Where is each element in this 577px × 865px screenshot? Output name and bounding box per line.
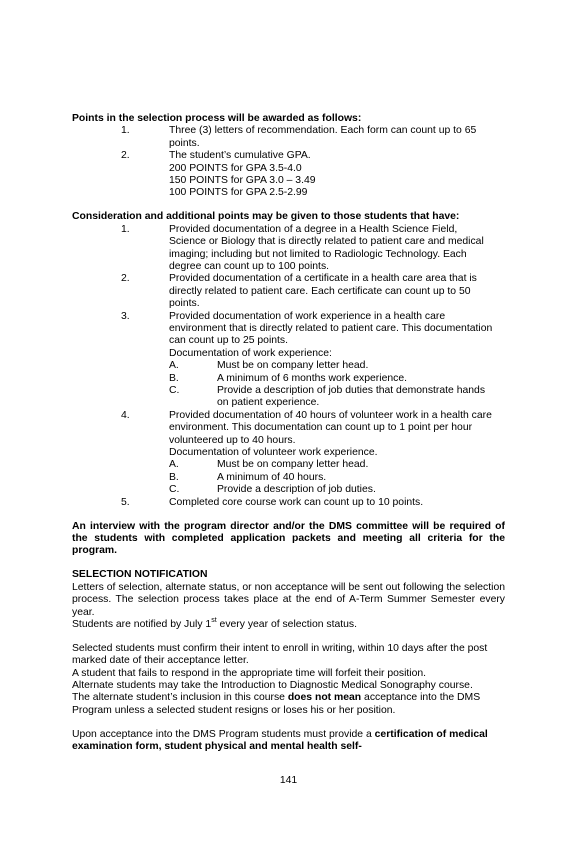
sub-letter: B. — [169, 471, 179, 483]
inclusion-emphasis: does not mean — [287, 692, 362, 704]
acceptance-paragraph — [72, 729, 505, 754]
inclusion-text: The alternate student’s inclusion in this course — [72, 692, 288, 704]
item-line: Science or Biology that is directly related to patient care and medical — [169, 236, 484, 248]
sub-item-c — [72, 385, 505, 410]
item-line: 150 POINTS for GPA 3.0 – 3.49 — [169, 175, 316, 187]
item-line: Provided documentation of a certificate in a health care area that is — [169, 273, 477, 285]
notification-date-line — [72, 616, 505, 631]
interview-paragraph: An interview with the program director and/or the DMS committee will be required of the students with completed application packets and meeting all criteria for the program. — [72, 520, 505, 557]
forfeit-line: A student that fails to respond in the appropriate time will forfeit their position. — [72, 667, 427, 679]
acceptance-text: Upon acceptance into the DMS Program students must provide a — [72, 728, 375, 740]
item-line: environment. This documentation can count up to 1 point per hour — [169, 422, 473, 434]
sub-line: Provide a description of job duties. — [217, 484, 376, 496]
inclusion-paragraph — [72, 692, 505, 717]
item-line: Provided documentation of work experience in a health care — [169, 310, 446, 322]
sub-letter: B. — [169, 372, 179, 384]
item-line: Documentation of work experience: — [169, 347, 332, 359]
item-line: imaging; including but not limited to Radiologic Technology. Each — [169, 248, 467, 260]
consideration-item-2 — [72, 273, 505, 310]
item-line: directly related to patient care. Each certificate can count up to 50 — [169, 285, 471, 297]
sub-item-a — [72, 360, 505, 372]
item-line: volunteered up to 40 hours. — [169, 434, 296, 446]
notified-text: Students are notified by July 1 — [72, 618, 212, 630]
sub-line: Must be on company letter head. — [217, 459, 369, 471]
consideration-item-5 — [72, 497, 505, 509]
item-number: 1. — [121, 223, 130, 235]
sub-line: Must be on company letter head. — [217, 360, 369, 372]
document-page — [72, 113, 505, 754]
sub-letter: A. — [169, 360, 179, 372]
item-number: 4. — [121, 409, 130, 421]
acceptance-emphasis: certification of medical examination form, student physical and mental health self- — [72, 728, 488, 753]
sub-item-a — [72, 459, 505, 471]
sub-line: on patient experience. — [217, 397, 320, 409]
item-number: 2. — [121, 273, 130, 285]
consideration-item-4 — [72, 410, 505, 460]
item-number: 3. — [121, 310, 130, 322]
item-line: 200 POINTS for GPA 3.5-4.0 — [169, 162, 302, 174]
selection-paragraph: Letters of selection, alternate status, or non acceptance will be sent out following the selection process. The selection process takes place at the end of A-Term Summer Semester every year. — [72, 581, 505, 618]
points-item-1 — [72, 125, 505, 150]
sub-line: A minimum of 6 months work experience. — [217, 372, 407, 384]
sub-item-c — [72, 484, 505, 496]
item-line: Provided documentation of 40 hours of volunteer work in a health care — [169, 409, 492, 421]
alternate-line: Alternate students may take the Introduction to Diagnostic Medical Sonography course. — [72, 680, 473, 692]
confirm-paragraph: Selected students must confirm their intent to enroll in writing, within 10 days after the post marked date of their acceptance letter. — [72, 642, 488, 667]
item-line: points. — [169, 137, 200, 149]
selection-heading: SELECTION NOTIFICATION — [72, 569, 208, 581]
item-line: Completed core course work can count up to 10 points. — [169, 496, 424, 508]
item-number: 5. — [121, 496, 130, 508]
sub-line: Provide a description of job duties that demonstrate hands — [217, 385, 486, 397]
sub-line: A minimum of 40 hours. — [217, 471, 327, 483]
item-line: points. — [169, 298, 200, 310]
item-number: 1. — [121, 125, 130, 137]
item-number: 2. — [121, 150, 130, 162]
notified-superscript: st — [211, 616, 217, 624]
consideration-item-3 — [72, 311, 505, 361]
sub-letter: C. — [169, 484, 180, 496]
notified-text-end: every year of selection status. — [216, 618, 357, 630]
item-line: Documentation of volunteer work experience. — [169, 447, 378, 459]
item-line: Provided documentation of a degree in a Health Science Field, — [169, 223, 458, 235]
consideration-item-1 — [72, 224, 505, 274]
item-line: 100 POINTS for GPA 2.5-2.99 — [169, 187, 308, 199]
points-item-2 — [72, 150, 505, 200]
item-line: degree can count up to 100 points. — [169, 260, 330, 272]
item-line: can count up to 25 points. — [169, 335, 289, 347]
points-heading: Points in the selection process will be awarded as follows: — [72, 113, 362, 124]
sub-item-b — [72, 472, 505, 484]
item-line: The student’s cumulative GPA. — [169, 150, 311, 162]
consideration-heading: Consideration and additional points may be given to those students that have: — [72, 211, 460, 223]
item-line: Three (3) letters of recommendation. Each form can count up to 65 — [169, 125, 477, 137]
inclusion-text-end: acceptance into the DMS Program unless a selected student resigns or loses his or her position. — [72, 692, 481, 716]
sub-letter: A. — [169, 459, 179, 471]
page-number: 141 — [279, 775, 298, 786]
item-line: environment that is directly related to patient care. This documentation — [169, 323, 493, 334]
sub-item-b — [72, 373, 505, 385]
sub-letter: C. — [169, 385, 180, 397]
